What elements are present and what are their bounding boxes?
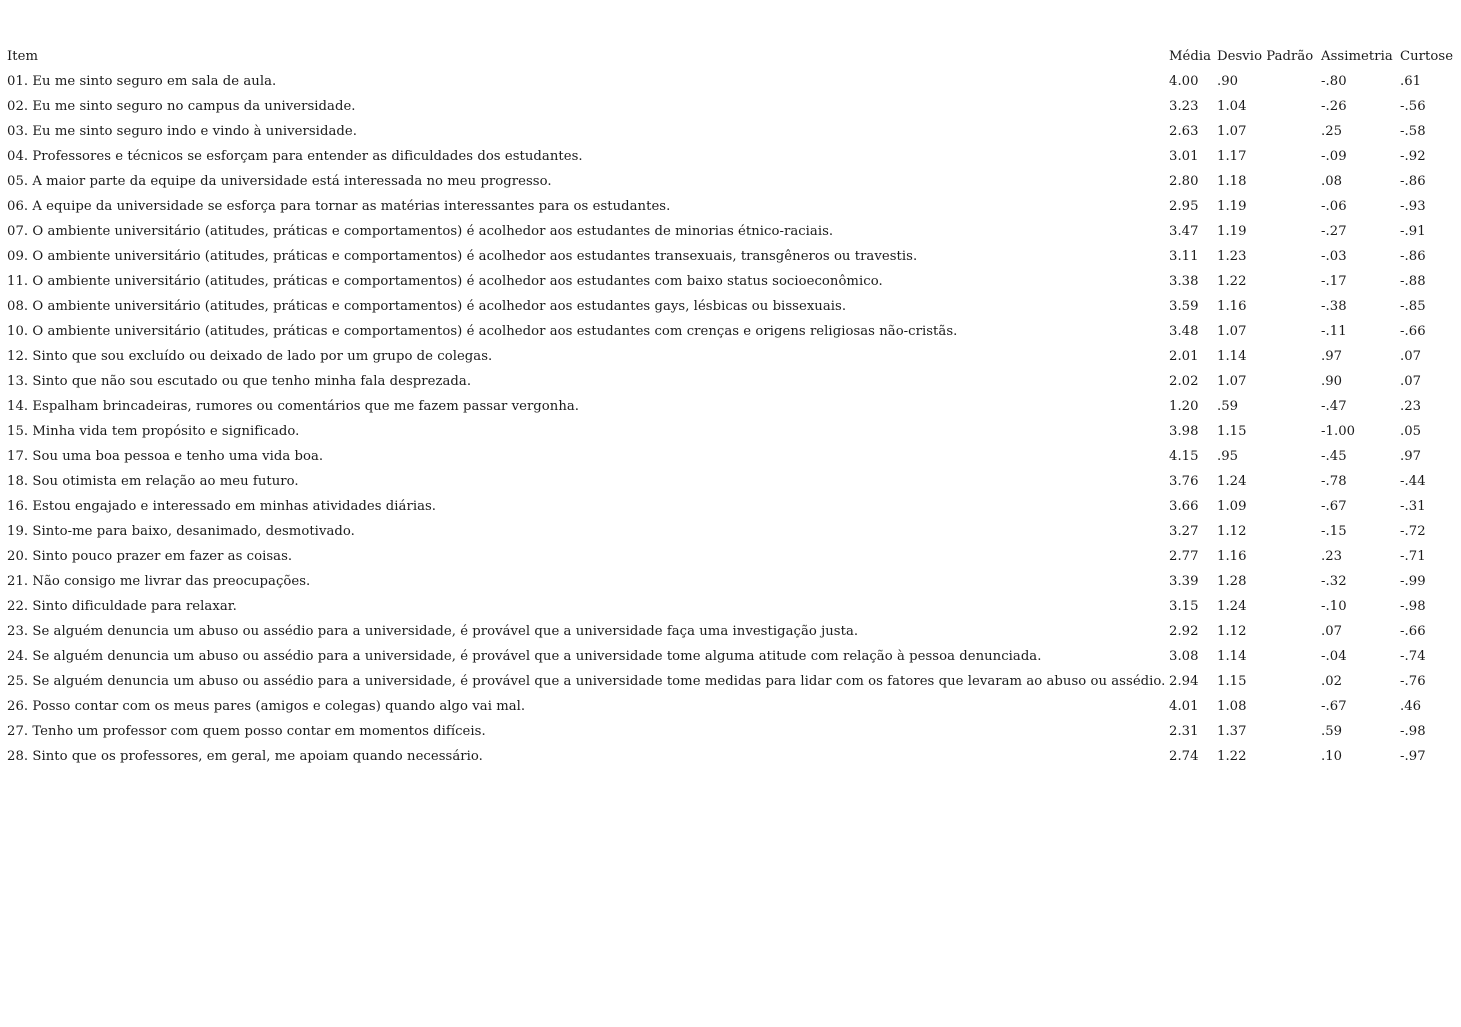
cell-desvio-padrao: 1.19: [1217, 199, 1247, 214]
cell-item: 04. Professores e técnicos se esforçam para entender as dificuldades dos estudantes.: [7, 149, 583, 164]
cell-item: 19. Sinto-me para baixo, desanimado, desmotivado.: [7, 524, 355, 539]
cell-assimetria: .90: [1321, 374, 1343, 389]
cell-desvio-padrao: 1.15: [1217, 424, 1247, 439]
cell-desvio-padrao: 1.07: [1217, 374, 1247, 389]
cell-desvio-padrao: 1.14: [1217, 349, 1247, 364]
cell-curtose: -.85: [1400, 299, 1426, 314]
cell-item: 20. Sinto pouco prazer em fazer as coisas.: [7, 549, 293, 564]
table-row: [7, 369, 1455, 394]
table-row: [7, 569, 1455, 594]
cell-assimetria: .59: [1321, 724, 1343, 739]
cell-item: 18. Sou otimista em relação ao meu futuro.: [7, 474, 299, 489]
cell-item: 13. Sinto que não sou escutado ou que tenho minha fala desprezada.: [7, 374, 472, 389]
table-row: [7, 719, 1455, 744]
header-curtose: Curtose: [1400, 49, 1454, 64]
cell-media: 3.66: [1169, 499, 1199, 514]
cell-desvio-padrao: 1.09: [1217, 499, 1247, 514]
cell-assimetria: -.67: [1321, 499, 1347, 514]
cell-desvio-padrao: 1.18: [1217, 174, 1247, 189]
cell-assimetria: -.78: [1321, 474, 1347, 489]
table-row: [7, 119, 1455, 144]
cell-item: 12. Sinto que sou excluído ou deixado de lado por um grupo de colegas.: [7, 349, 493, 364]
cell-item: 10. O ambiente universitário (atitudes, práticas e comportamentos) é acolhedor aos estudantes com crenças e origens religiosas não-cristãs.: [7, 324, 958, 339]
table-row: [7, 444, 1455, 469]
cell-desvio-padrao: .90: [1217, 74, 1239, 89]
cell-desvio-padrao: 1.15: [1217, 674, 1247, 689]
cell-curtose: -.88: [1400, 274, 1426, 289]
table-row: [7, 244, 1455, 269]
cell-media: 2.63: [1169, 124, 1199, 139]
table-row: [7, 319, 1455, 344]
cell-desvio-padrao: 1.07: [1217, 124, 1247, 139]
table-row: [7, 144, 1455, 169]
cell-item: 03. Eu me sinto seguro indo e vindo à universidade.: [7, 124, 357, 139]
table-row: [7, 194, 1455, 219]
cell-curtose: -.99: [1400, 574, 1426, 589]
table-row: [7, 519, 1455, 544]
header-assimetria: Assimetria: [1321, 49, 1393, 64]
cell-curtose: -.56: [1400, 99, 1426, 114]
table-row: [7, 669, 1455, 694]
cell-item: 23. Se alguém denuncia um abuso ou assédio para a universidade, é provável que a universidade faça uma investigação justa.: [7, 624, 859, 639]
cell-media: 3.76: [1169, 474, 1199, 489]
header-item: Item: [7, 49, 39, 64]
cell-media: 2.01: [1169, 349, 1199, 364]
cell-media: 2.77: [1169, 549, 1199, 564]
cell-desvio-padrao: .59: [1217, 399, 1239, 414]
table-row: [7, 69, 1455, 94]
cell-media: 3.27: [1169, 524, 1199, 539]
cell-curtose: .97: [1400, 449, 1422, 464]
cell-curtose: -.44: [1400, 474, 1426, 489]
cell-item: 22. Sinto dificuldade para relaxar.: [7, 599, 237, 614]
cell-assimetria: .25: [1321, 124, 1343, 139]
cell-assimetria: -.06: [1321, 199, 1347, 214]
cell-media: 3.47: [1169, 224, 1199, 239]
cell-item: 02. Eu me sinto seguro no campus da universidade.: [7, 99, 356, 114]
cell-desvio-padrao: 1.19: [1217, 224, 1247, 239]
cell-desvio-padrao: 1.37: [1217, 724, 1247, 739]
cell-item: 26. Posso contar com os meus pares (amigos e colegas) quando algo vai mal.: [7, 699, 526, 714]
cell-desvio-padrao: 1.22: [1217, 274, 1247, 289]
cell-assimetria: -.80: [1321, 74, 1347, 89]
cell-assimetria: -.26: [1321, 99, 1347, 114]
cell-assimetria: -.47: [1321, 399, 1347, 414]
cell-media: 2.80: [1169, 174, 1199, 189]
cell-media: 3.38: [1169, 274, 1199, 289]
table-row: [7, 419, 1455, 444]
cell-assimetria: -.45: [1321, 449, 1347, 464]
cell-curtose: -.66: [1400, 624, 1426, 639]
table-row: [7, 169, 1455, 194]
cell-assimetria: -.38: [1321, 299, 1347, 314]
cell-assimetria: -.15: [1321, 524, 1347, 539]
cell-curtose: -.72: [1400, 524, 1426, 539]
cell-item: 09. O ambiente universitário (atitudes, práticas e comportamentos) é acolhedor aos estudantes transexuais, transgêneros ou travestis.: [7, 249, 918, 264]
cell-media: 4.15: [1169, 449, 1199, 464]
cell-curtose: -.92: [1400, 149, 1426, 164]
cell-desvio-padrao: 1.08: [1217, 699, 1247, 714]
cell-assimetria: -.04: [1321, 649, 1347, 664]
cell-desvio-padrao: 1.16: [1217, 299, 1247, 314]
cell-curtose: -.93: [1400, 199, 1426, 214]
cell-assimetria: -.32: [1321, 574, 1347, 589]
table-body: [7, 69, 1455, 769]
cell-media: 3.08: [1169, 649, 1199, 664]
table-row: [7, 294, 1455, 319]
cell-media: 3.59: [1169, 299, 1199, 314]
cell-assimetria: .02: [1321, 674, 1343, 689]
cell-desvio-padrao: 1.12: [1217, 624, 1247, 639]
cell-desvio-padrao: .95: [1217, 449, 1239, 464]
cell-media: 1.20: [1169, 399, 1199, 414]
cell-media: 3.01: [1169, 149, 1199, 164]
cell-item: 17. Sou uma boa pessoa e tenho uma vida boa.: [7, 449, 324, 464]
cell-assimetria: .07: [1321, 624, 1343, 639]
table-row: [7, 269, 1455, 294]
cell-curtose: -.98: [1400, 724, 1426, 739]
table-row: [7, 494, 1455, 519]
cell-media: 3.23: [1169, 99, 1199, 114]
table-row: [7, 744, 1455, 769]
cell-curtose: -.97: [1400, 749, 1426, 764]
cell-assimetria: -.09: [1321, 149, 1347, 164]
cell-assimetria: .23: [1321, 549, 1343, 564]
cell-curtose: .23: [1400, 399, 1422, 414]
cell-assimetria: .10: [1321, 749, 1343, 764]
cell-item: 07. O ambiente universitário (atitudes, práticas e comportamentos) é acolhedor aos estudantes de minorias étnico-raciais.: [7, 224, 834, 239]
cell-media: 3.98: [1169, 424, 1199, 439]
cell-desvio-padrao: 1.22: [1217, 749, 1247, 764]
header-desvio-padrao: Desvio Padrão: [1217, 49, 1314, 64]
descriptive-stats-table: [7, 44, 1455, 769]
table-row: [7, 619, 1455, 644]
cell-curtose: .46: [1400, 699, 1422, 714]
cell-item: 14. Espalham brincadeiras, rumores ou comentários que me fazem passar vergonha.: [7, 399, 580, 414]
cell-desvio-padrao: 1.04: [1217, 99, 1247, 114]
cell-curtose: -.74: [1400, 649, 1426, 664]
cell-curtose: -.58: [1400, 124, 1426, 139]
cell-item: 06. A equipe da universidade se esforça para tornar as matérias interessantes para os estudantes.: [7, 199, 671, 214]
cell-assimetria: .08: [1321, 174, 1343, 189]
cell-item: 11. O ambiente universitário (atitudes, práticas e comportamentos) é acolhedor aos estudantes com baixo status socioeconômico.: [7, 274, 883, 289]
cell-media: 3.48: [1169, 324, 1199, 339]
cell-media: 2.94: [1169, 674, 1199, 689]
cell-item: 08. O ambiente universitário (atitudes, práticas e comportamentos) é acolhedor aos estudantes gays, lésbicas ou bissexuais.: [7, 299, 847, 314]
cell-media: 3.39: [1169, 574, 1199, 589]
cell-item: 28. Sinto que os professores, em geral, me apoiam quando necessário.: [7, 749, 483, 764]
cell-desvio-padrao: 1.07: [1217, 324, 1247, 339]
cell-item: 24. Se alguém denuncia um abuso ou assédio para a universidade, é provável que a universidade tome alguma atitude com relação à pessoa denunciada.: [7, 649, 1042, 664]
cell-desvio-padrao: 1.12: [1217, 524, 1247, 539]
cell-item: 21. Não consigo me livrar das preocupações.: [7, 574, 311, 589]
cell-curtose: -.91: [1400, 224, 1426, 239]
cell-desvio-padrao: 1.24: [1217, 599, 1247, 614]
cell-desvio-padrao: 1.14: [1217, 649, 1247, 664]
cell-media: 4.00: [1169, 74, 1199, 89]
cell-desvio-padrao: 1.28: [1217, 574, 1247, 589]
cell-assimetria: -.03: [1321, 249, 1347, 264]
cell-media: 3.15: [1169, 599, 1199, 614]
descriptive-stats-sheet: [7, 44, 1455, 769]
table-row: [7, 344, 1455, 369]
table-row: [7, 544, 1455, 569]
cell-assimetria: -.11: [1321, 324, 1347, 339]
cell-curtose: -.76: [1400, 674, 1426, 689]
table-row: [7, 469, 1455, 494]
cell-item: 15. Minha vida tem propósito e significado.: [7, 424, 300, 439]
cell-media: 2.02: [1169, 374, 1199, 389]
cell-assimetria: -.17: [1321, 274, 1347, 289]
table-row: [7, 394, 1455, 419]
cell-curtose: -.31: [1400, 499, 1426, 514]
table-row: [7, 644, 1455, 669]
cell-curtose: -.86: [1400, 174, 1426, 189]
cell-assimetria: -.67: [1321, 699, 1347, 714]
cell-item: 27. Tenho um professor com quem posso contar em momentos difíceis.: [7, 724, 486, 739]
table-row: [7, 94, 1455, 119]
cell-media: 2.31: [1169, 724, 1199, 739]
cell-curtose: -.71: [1400, 549, 1426, 564]
cell-item: 01. Eu me sinto seguro em sala de aula.: [7, 74, 277, 89]
table-row: [7, 594, 1455, 619]
cell-curtose: .05: [1400, 424, 1422, 439]
cell-curtose: .07: [1400, 349, 1422, 364]
cell-curtose: -.98: [1400, 599, 1426, 614]
cell-curtose: -.86: [1400, 249, 1426, 264]
cell-desvio-padrao: 1.24: [1217, 474, 1247, 489]
cell-assimetria: -.10: [1321, 599, 1347, 614]
table-row: [7, 219, 1455, 244]
cell-item: 05. A maior parte da equipe da universidade está interessada no meu progresso.: [7, 174, 552, 189]
cell-media: 2.74: [1169, 749, 1199, 764]
table-row: [7, 694, 1455, 719]
cell-media: 2.95: [1169, 199, 1199, 214]
cell-curtose: .07: [1400, 374, 1422, 389]
cell-item: 16. Estou engajado e interessado em minhas atividades diárias.: [7, 499, 437, 514]
cell-curtose: .61: [1400, 74, 1422, 89]
cell-desvio-padrao: 1.23: [1217, 249, 1247, 264]
cell-media: 3.11: [1169, 249, 1199, 264]
cell-media: 2.92: [1169, 624, 1199, 639]
cell-curtose: -.66: [1400, 324, 1426, 339]
cell-item: 25. Se alguém denuncia um abuso ou assédio para a universidade, é provável que a universidade tome medidas para lidar com os fatores que levaram ao abuso ou assédio.: [7, 674, 1166, 689]
table-header-row: [7, 44, 1455, 69]
cell-media: 4.01: [1169, 699, 1199, 714]
cell-assimetria: .97: [1321, 349, 1343, 364]
cell-desvio-padrao: 1.16: [1217, 549, 1247, 564]
header-media: Média: [1169, 49, 1212, 64]
cell-assimetria: -1.00: [1321, 424, 1356, 439]
cell-desvio-padrao: 1.17: [1217, 149, 1247, 164]
cell-assimetria: -.27: [1321, 224, 1347, 239]
